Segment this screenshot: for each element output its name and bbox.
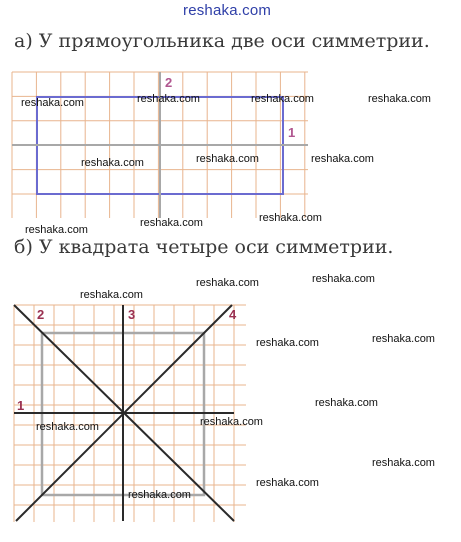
heading-part-b: б) У квадрата четыре оси симметрии. (14, 236, 394, 258)
watermark: reshaka.com (200, 416, 263, 428)
watermark: reshaka.com (137, 93, 200, 105)
watermark: reshaka.com (36, 421, 99, 433)
watermark: reshaka.com (256, 337, 319, 349)
watermark: reshaka.com (196, 153, 259, 165)
heading-part-a: а) У прямоугольника две оси симметрии. (14, 30, 430, 52)
watermark: reshaka.com (372, 457, 435, 469)
axis-label-b-4: 4 (229, 307, 237, 322)
watermark: reshaka.com (128, 489, 191, 501)
watermark: reshaka.com (196, 277, 259, 289)
watermark: reshaka.com (140, 217, 203, 229)
watermark: reshaka.com (81, 157, 144, 169)
watermark: reshaka.com (80, 289, 143, 301)
watermark: reshaka.com (256, 477, 319, 489)
site-logo[interactable]: reshaka.com (183, 2, 272, 19)
watermark: reshaka.com (311, 153, 374, 165)
watermark: reshaka.com (251, 93, 314, 105)
watermark: reshaka.com (312, 273, 375, 285)
watermark: reshaka.com (368, 93, 431, 105)
watermark: reshaka.com (372, 333, 435, 345)
watermark: reshaka.com (21, 97, 84, 109)
axis-label-a-1: 1 (288, 125, 296, 140)
watermark: reshaka.com (315, 397, 378, 409)
watermark: reshaka.com (25, 224, 88, 236)
axis-label-b-1: 1 (17, 398, 25, 413)
axis-label-b-2: 2 (37, 307, 45, 322)
watermark: reshaka.com (259, 212, 322, 224)
axis-label-b-3: 3 (128, 307, 136, 322)
axis-label-a-2: 2 (165, 75, 173, 90)
